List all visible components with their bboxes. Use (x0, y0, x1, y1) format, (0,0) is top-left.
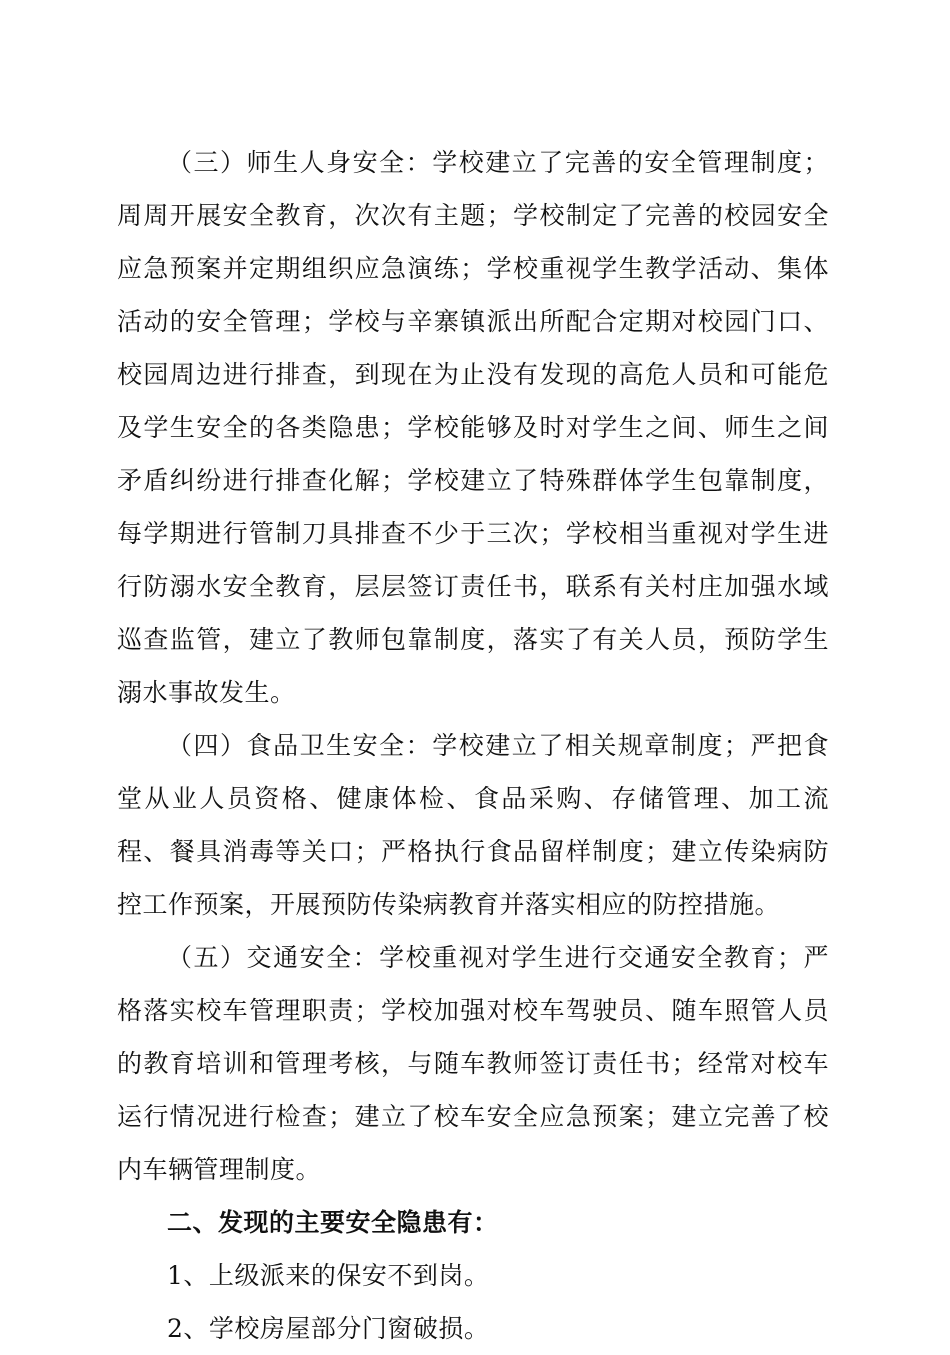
paragraph-traffic-safety: （五）交通安全：学校重视对学生进行交通安全教育；严格落实校车管理职责；学校加强对校车驾驶员、随车照管人员的教育培训和管理考核，与随车教师签订责任书；经常对校车运行情况进行检查；建立了校车安全应急预案；建立完善了校内车辆管理制度。 (117, 943, 829, 1184)
hazard-item-2: 2、学校房屋部分门窗破损。 (167, 1314, 490, 1343)
document-body (117, 136, 829, 1355)
paragraph-personal-safety: （三）师生人身安全：学校建立了完善的安全管理制度；周周开展安全教育，次次有主题；学校制定了完善的校园安全应急预案并定期组织应急演练；学校重视学生教学活动、集体活动的安全管理；学校与辛寨镇派出所配合定期对校园门口、校园周边进行排查，到现在为止没有发现的高危人员和可能危及学生安全的各类隐患；学校能够及时对学生之间、师生之间矛盾纠纷进行排查化解；学校建立了特殊群体学生包靠制度，每学期进行管制刀具排查不少于三次；学校相当重视对学生进行防溺水安全教育，层层签订责任书，联系有关村庄加强水域巡查监管，建立了教师包靠制度，落实了有关人员，预防学生溺水事故发生。 (117, 148, 829, 707)
paragraph-food-hygiene: （四）食品卫生安全：学校建立了相关规章制度；严把食堂从业人员资格、健康体检、食品采购、存储管理、加工流程、餐具消毒等关口；严格执行食品留样制度；建立传染病防控工作预案，开展预防传染病教育并落实相应的防控措施。 (117, 731, 829, 919)
hazard-item-1: 1、上级派来的保安不到岗。 (167, 1261, 490, 1290)
section-heading-hazards: 二、发现的主要安全隐患有： (167, 1208, 499, 1237)
